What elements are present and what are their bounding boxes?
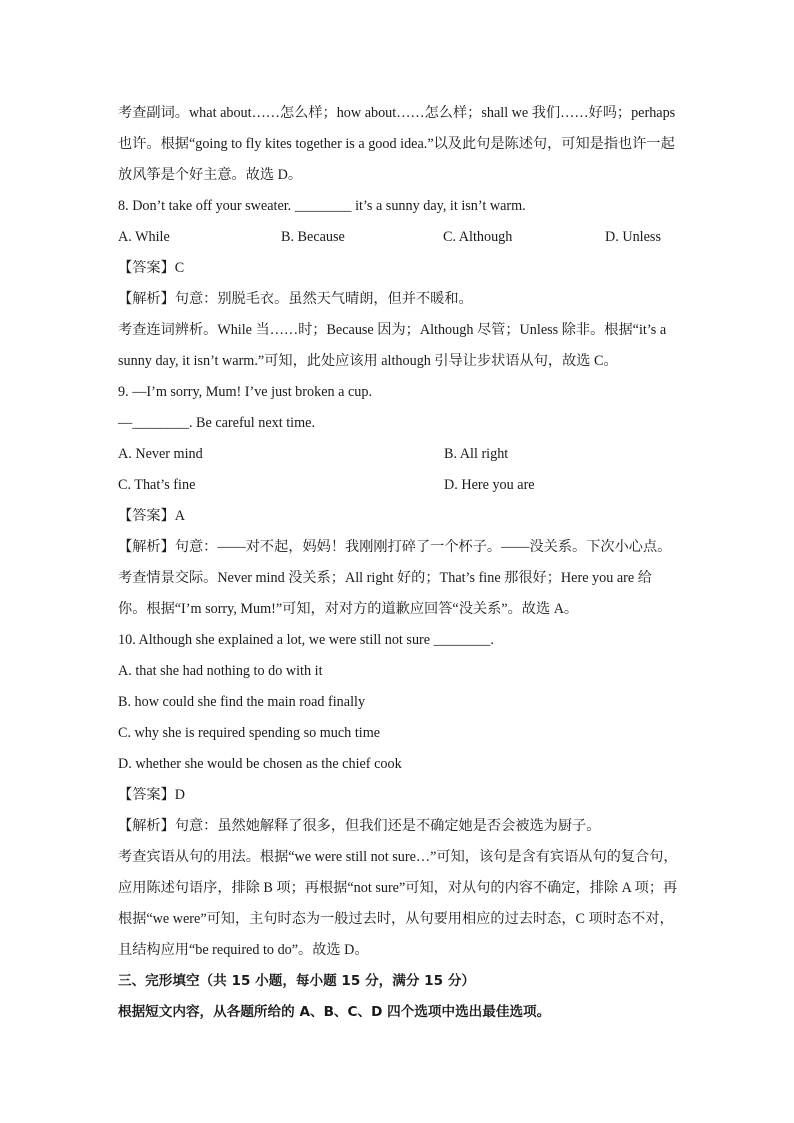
analysis-line: sunny day, it isn’t warm.”可知，此处应该用 although 引导让步状语从句，故选 C。 [118, 353, 618, 369]
analysis-line: 应用陈述句语序，排除 B 项；再根据“not sure”可知，对从句的内容不确定，排除 A 项；再 [118, 880, 678, 896]
previous-explanation [118, 98, 678, 191]
option-c: C. That’s fine [118, 477, 196, 493]
option-b: B. how could she find the main road finally [118, 694, 366, 710]
analysis-line: 且结构应用“be required to do”。故选 D。 [118, 942, 369, 958]
option-row [118, 470, 678, 501]
option-b: B. Because [281, 229, 345, 245]
analysis-line: 【解析】句意：——对不起，妈妈！我刚刚打碎了一个杯子。——没关系。下次小心点。 [118, 539, 672, 555]
option-c: C. why she is required spending so much time [118, 725, 381, 741]
option-b: B. All right [444, 446, 509, 462]
text-line: 放风筝是个好主意。故选 D。 [118, 167, 303, 183]
question-stem: —________. Be careful next time. [118, 415, 315, 431]
option-d: D. whether she would be chosen as the chief cook [118, 756, 402, 772]
question-9 [118, 377, 678, 625]
option-d: D. Here you are [444, 477, 535, 493]
option-row [118, 222, 678, 253]
text-line: 也许。根据“going to fly kites together is a good idea.”以及此句是陈述句，可知是指也许一起 [118, 136, 675, 152]
question-8 [118, 191, 678, 377]
option-c: C. Although [443, 229, 513, 245]
analysis-line: 【解析】句意：虽然她解释了很多，但我们还是不确定她是否会被选为厨子。 [118, 818, 601, 834]
option-a: A. Never mind [118, 446, 203, 462]
question-stem: 8. Don’t take off your sweater. ________ it’s a sunny day, it isn’t warm. [118, 198, 526, 214]
analysis-line: 你。根据“I’m sorry, Mum!”可知，对对方的道歉应回答“没关系”。故选 A。 [118, 601, 579, 617]
answer-line: 【答案】A [118, 508, 185, 524]
question-stem: 10. Although she explained a lot, we were still not sure ________. [118, 632, 494, 648]
analysis-line: 考查宾语从句的用法。根据“we were still not sure…”可知，该句是含有宾语从句的复合句， [118, 849, 678, 865]
question-stem: 9. —I’m sorry, Mum! I’ve just broken a cup. [118, 384, 373, 400]
document-page [118, 98, 678, 1028]
option-a: A. While [118, 229, 170, 245]
option-d: D. Unless [605, 229, 661, 245]
analysis-line: 根据“we were”可知，主句时态为一般过去时，从句要用相应的过去时态，C 项时态不对， [118, 911, 674, 927]
section-instruction: 根据短文内容，从各题所给的 A、B、C、D 四个选项中选出最佳选项。 [118, 1004, 551, 1020]
analysis-line: 考查情景交际。Never mind 没关系；All right 好的；That’s fine 那很好；Here you are 给 [118, 570, 652, 586]
option-a: A. that she had nothing to do with it [118, 663, 323, 679]
answer-line: 【答案】D [118, 787, 185, 803]
text-line: 考查副词。what about……怎么样；how about……怎么样；shall we 我们……好吗；perhaps [118, 105, 676, 121]
answer-line: 【答案】C [118, 260, 185, 276]
question-10 [118, 625, 678, 966]
analysis-line: 【解析】句意：别脱毛衣。虽然天气晴朗，但并不暖和。 [118, 291, 473, 307]
option-row [118, 439, 678, 470]
section-title: 三、完形填空（共 15 小题，每小题 15 分，满分 15 分） [118, 973, 476, 989]
analysis-line: 考查连词辨析。While 当……时；Because 因为；Although 尽管；Unless 除非。根据“it’s a [118, 322, 667, 338]
